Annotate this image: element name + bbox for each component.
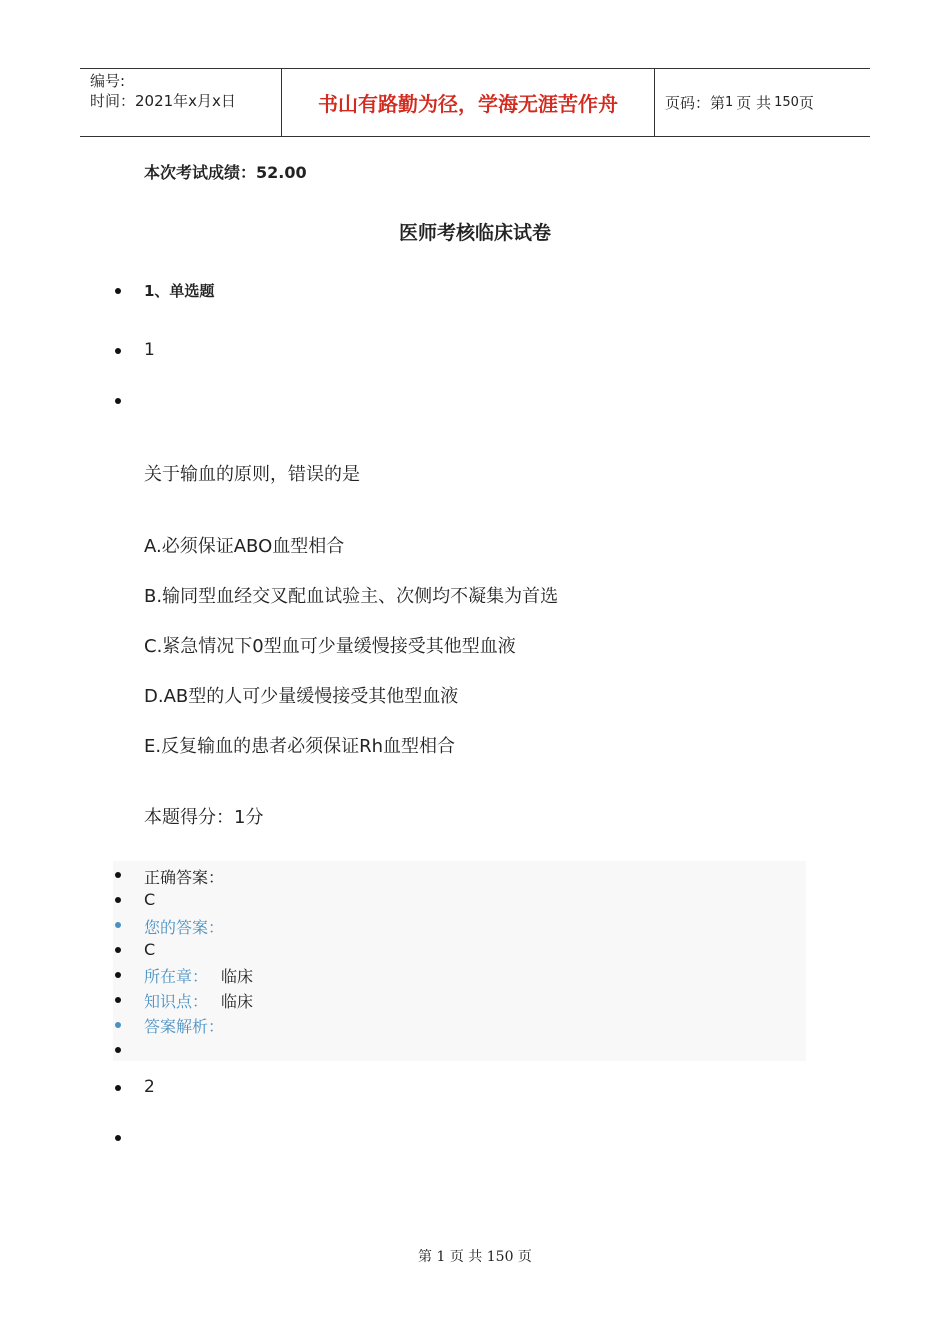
your-answer-label: 您的答案： bbox=[144, 918, 225, 937]
bullet bbox=[115, 947, 121, 953]
option-b: B.输同型血经交叉配血试验主、次侧均不凝集为首选 bbox=[144, 586, 559, 607]
header-page-info bbox=[655, 69, 870, 136]
header-motto: 书山有路勤为径，学海无涯苦作舟 bbox=[281, 69, 655, 136]
option-c: C.紧急情况下0型血可少量缓慢接受其他型血液 bbox=[144, 636, 516, 657]
header-meta bbox=[80, 69, 281, 136]
question-number: 2 bbox=[144, 1077, 155, 1097]
page-prefix: 页码：第 bbox=[665, 94, 726, 112]
bullet bbox=[115, 348, 121, 354]
bullet bbox=[115, 997, 121, 1003]
bullet bbox=[115, 288, 121, 294]
option-e: E.反复输血的患者必须保证Rh血型相合 bbox=[144, 736, 456, 757]
bullet bbox=[115, 398, 121, 404]
page-suffix: 页 bbox=[798, 94, 814, 112]
chapter-value: 临床 bbox=[221, 967, 254, 986]
section-heading: 1、单选题 bbox=[144, 282, 215, 300]
knowledge-value: 临床 bbox=[221, 992, 254, 1011]
analysis-label: 答案解析： bbox=[144, 1017, 225, 1036]
bullet bbox=[115, 1085, 121, 1091]
knowledge-label: 知识点： bbox=[144, 992, 209, 1011]
question-number: 1 bbox=[144, 340, 155, 360]
bullet bbox=[115, 1022, 121, 1028]
page-title: 医师考核临床试卷 bbox=[398, 222, 551, 244]
page-total: 150 bbox=[774, 95, 799, 110]
time-label: 时间：2021年x月x日 bbox=[90, 92, 236, 110]
bullet bbox=[115, 1047, 121, 1053]
chapter-label: 所在章： bbox=[144, 967, 209, 986]
your-answer-value: C bbox=[144, 940, 156, 959]
correct-answer-value: C bbox=[144, 890, 156, 909]
bullet bbox=[115, 1135, 121, 1141]
document-header bbox=[80, 68, 870, 137]
correct-answer-label: 正确答案： bbox=[144, 868, 225, 887]
page-number: 1 bbox=[725, 95, 734, 110]
question-stem: 关于输血的原则，错误的是 bbox=[144, 464, 360, 485]
bullet bbox=[115, 922, 121, 928]
page-mid: 页 共 bbox=[736, 94, 772, 112]
page-footer: 第 1 页 共 150 页 bbox=[418, 1249, 532, 1265]
number-label: 编号: bbox=[90, 72, 126, 90]
question-points: 本题得分：1分 bbox=[144, 807, 264, 828]
bullet bbox=[115, 897, 121, 903]
bullet bbox=[115, 872, 121, 878]
exam-score: 本次考试成绩：52.00 bbox=[144, 163, 307, 182]
bullet bbox=[115, 972, 121, 978]
option-a: A.必须保证ABO血型相合 bbox=[144, 536, 345, 557]
option-d: D.AB型的人可少量缓慢接受其他型血液 bbox=[144, 686, 459, 707]
